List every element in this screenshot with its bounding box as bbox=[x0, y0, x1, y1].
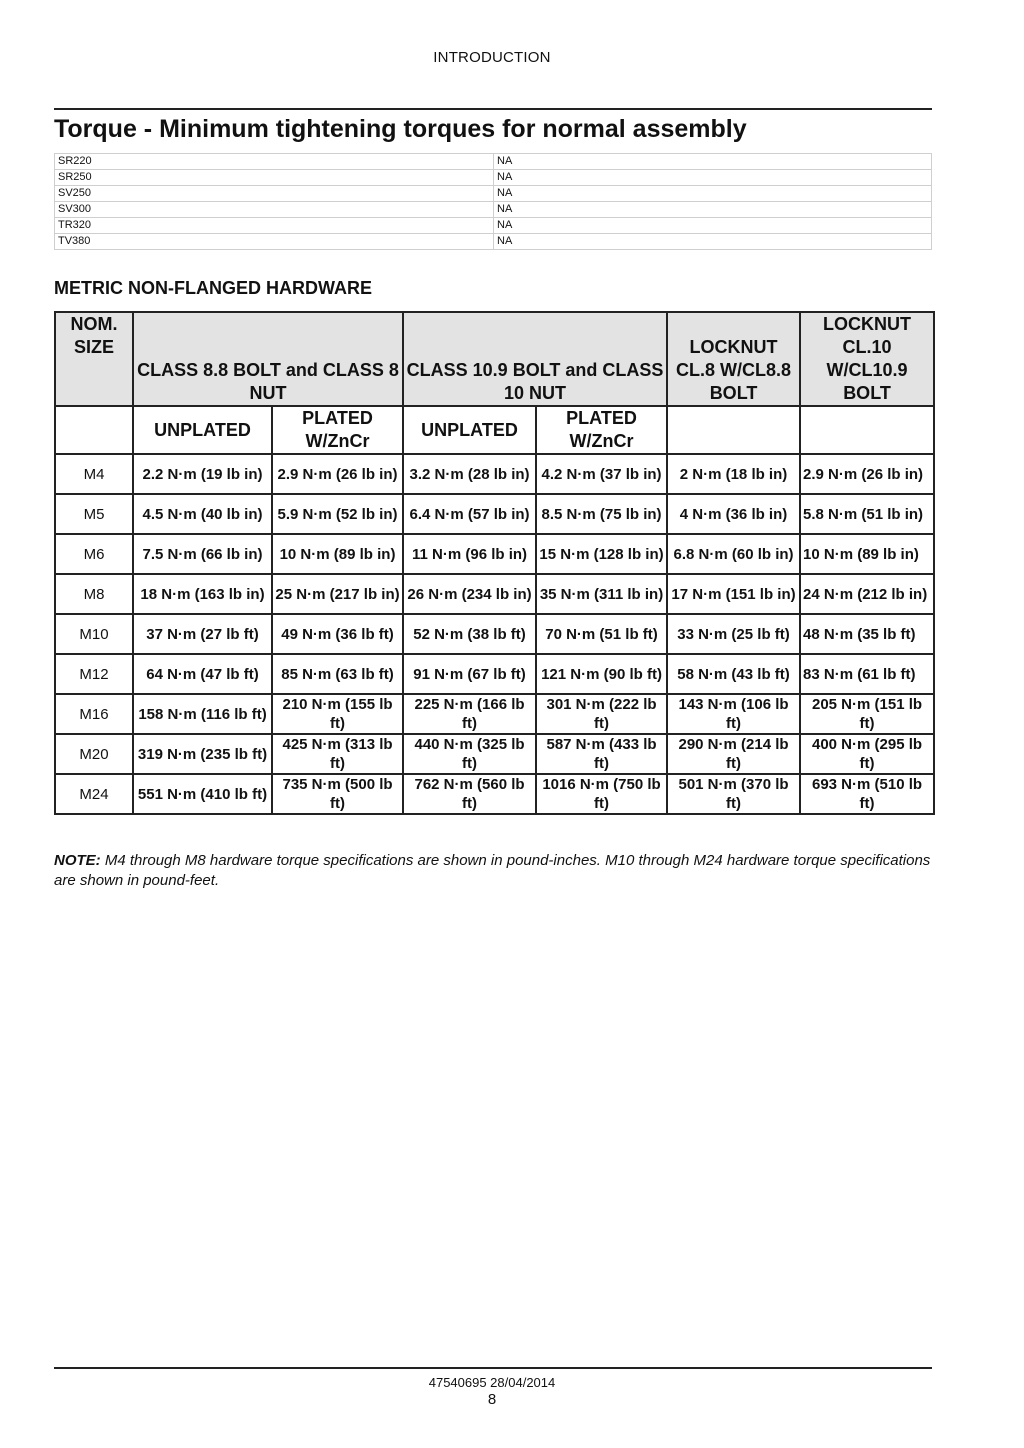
model-value: NA bbox=[494, 234, 932, 250]
cell-class109-plated: 301 N·m (222 lb ft) bbox=[536, 694, 667, 734]
cell-locknut-cl8: 6.8 N·m (60 lb in) bbox=[667, 534, 800, 574]
bottom-rule bbox=[54, 1367, 932, 1369]
model-name: TR320 bbox=[55, 218, 494, 234]
cell-class109-unplated: 52 N·m (38 lb ft) bbox=[403, 614, 536, 654]
cell-locknut-cl10: 693 N·m (510 lb ft) bbox=[800, 774, 934, 814]
model-value: NA bbox=[494, 202, 932, 218]
cell-class88-plated: 85 N·m (63 lb ft) bbox=[272, 654, 403, 694]
cell-locknut-cl10: 205 N·m (151 lb ft) bbox=[800, 694, 934, 734]
model-name: SV250 bbox=[55, 186, 494, 202]
cell-locknut-cl8: 143 N·m (106 lb ft) bbox=[667, 694, 800, 734]
cell-size: M12 bbox=[55, 654, 133, 694]
cell-locknut-cl10: 48 N·m (35 lb ft) bbox=[800, 614, 934, 654]
cell-locknut-cl8: 58 N·m (43 lb ft) bbox=[667, 654, 800, 694]
header-blank bbox=[55, 406, 133, 454]
cell-class88-unplated: 64 N·m (47 lb ft) bbox=[133, 654, 272, 694]
cell-size: M8 bbox=[55, 574, 133, 614]
cell-locknut-cl8: 33 N·m (25 lb ft) bbox=[667, 614, 800, 654]
cell-class109-unplated: 440 N·m (325 lb ft) bbox=[403, 734, 536, 774]
cell-class109-unplated: 26 N·m (234 lb in) bbox=[403, 574, 536, 614]
note-label: NOTE: bbox=[54, 852, 101, 869]
table-row bbox=[55, 654, 934, 694]
header-blank-locknut8 bbox=[667, 406, 800, 454]
header-class-10-9: CLASS 10.9 BOLT and CLASS 10 NUT bbox=[403, 312, 667, 406]
cell-class109-plated: 8.5 N·m (75 lb in) bbox=[536, 494, 667, 534]
cell-class88-unplated: 551 N·m (410 lb ft) bbox=[133, 774, 272, 814]
cell-size: M10 bbox=[55, 614, 133, 654]
cell-locknut-cl8: 290 N·m (214 lb ft) bbox=[667, 734, 800, 774]
torque-table bbox=[54, 311, 935, 815]
table-row bbox=[55, 574, 934, 614]
cell-class109-unplated: 11 N·m (96 lb in) bbox=[403, 534, 536, 574]
cell-locknut-cl8: 501 N·m (370 lb ft) bbox=[667, 774, 800, 814]
running-head: INTRODUCTION bbox=[433, 49, 551, 66]
header-class-8-8: CLASS 8.8 BOLT and CLASS 8 NUT bbox=[133, 312, 403, 406]
table-row bbox=[55, 494, 934, 534]
cell-class88-unplated: 158 N·m (116 lb ft) bbox=[133, 694, 272, 734]
note-text: M4 through M8 hardware torque specifications are shown in pound-inches. M10 through M24 hardware torque specifications are shown in pound-feet. bbox=[54, 852, 931, 889]
table-row bbox=[55, 774, 934, 814]
table-row bbox=[55, 454, 934, 494]
model-applicability-table bbox=[54, 153, 932, 250]
cell-class109-unplated: 91 N·m (67 lb ft) bbox=[403, 654, 536, 694]
header-plated-8-8: PLATED W/ZnCr bbox=[272, 406, 403, 454]
cell-class109-plated: 1016 N·m (750 lb ft) bbox=[536, 774, 667, 814]
model-value: NA bbox=[494, 154, 932, 170]
cell-locknut-cl10: 24 N·m (212 lb in) bbox=[800, 574, 934, 614]
cell-class109-plated: 4.2 N·m (37 lb in) bbox=[536, 454, 667, 494]
cell-class88-unplated: 18 N·m (163 lb in) bbox=[133, 574, 272, 614]
model-name: SR250 bbox=[55, 170, 494, 186]
model-name: SR220 bbox=[55, 154, 494, 170]
model-row bbox=[55, 234, 932, 250]
cell-class109-plated: 70 N·m (51 lb ft) bbox=[536, 614, 667, 654]
cell-locknut-cl10: 83 N·m (61 lb ft) bbox=[800, 654, 934, 694]
cell-class109-unplated: 762 N·m (560 lb ft) bbox=[403, 774, 536, 814]
cell-class88-plated: 25 N·m (217 lb in) bbox=[272, 574, 403, 614]
cell-size: M16 bbox=[55, 694, 133, 734]
header-locknut-cl10: LOCKNUT CL.10 W/CL10.9 BOLT bbox=[800, 312, 934, 406]
cell-class109-plated: 35 N·m (311 lb in) bbox=[536, 574, 667, 614]
table-row bbox=[55, 694, 934, 734]
model-row bbox=[55, 154, 932, 170]
cell-class88-plated: 5.9 N·m (52 lb in) bbox=[272, 494, 403, 534]
model-value: NA bbox=[494, 186, 932, 202]
header-unplated-10-9: UNPLATED bbox=[403, 406, 536, 454]
cell-locknut-cl10: 2.9 N·m (26 lb in) bbox=[800, 454, 934, 494]
cell-class88-plated: 49 N·m (36 lb ft) bbox=[272, 614, 403, 654]
table-row bbox=[55, 614, 934, 654]
cell-size: M24 bbox=[55, 774, 133, 814]
model-name: TV380 bbox=[55, 234, 494, 250]
cell-class88-unplated: 319 N·m (235 lb ft) bbox=[133, 734, 272, 774]
header-nom-size: NOM. SIZE bbox=[55, 312, 133, 406]
cell-size: M5 bbox=[55, 494, 133, 534]
header-plated-10-9: PLATED W/ZnCr bbox=[536, 406, 667, 454]
top-rule bbox=[54, 108, 932, 110]
header-locknut-cl8: LOCKNUT CL.8 W/CL8.8 BOLT bbox=[667, 312, 800, 406]
cell-locknut-cl10: 10 N·m (89 lb in) bbox=[800, 534, 934, 574]
cell-locknut-cl10: 400 N·m (295 lb ft) bbox=[800, 734, 934, 774]
model-name: SV300 bbox=[55, 202, 494, 218]
cell-locknut-cl8: 4 N·m (36 lb in) bbox=[667, 494, 800, 534]
page-number: 8 bbox=[487, 1391, 497, 1408]
cell-class109-unplated: 6.4 N·m (57 lb in) bbox=[403, 494, 536, 534]
cell-size: M6 bbox=[55, 534, 133, 574]
cell-locknut-cl8: 2 N·m (18 lb in) bbox=[667, 454, 800, 494]
cell-class109-plated: 587 N·m (433 lb ft) bbox=[536, 734, 667, 774]
cell-class88-plated: 735 N·m (500 lb ft) bbox=[272, 774, 403, 814]
cell-class88-plated: 10 N·m (89 lb in) bbox=[272, 534, 403, 574]
header-unplated-8-8: UNPLATED bbox=[133, 406, 272, 454]
model-row bbox=[55, 218, 932, 234]
doc-reference: 47540695 28/04/2014 bbox=[428, 1375, 556, 1390]
model-row bbox=[55, 186, 932, 202]
model-value: NA bbox=[494, 170, 932, 186]
cell-size: M20 bbox=[55, 734, 133, 774]
cell-class88-unplated: 37 N·m (27 lb ft) bbox=[133, 614, 272, 654]
note bbox=[54, 851, 934, 891]
cell-class88-unplated: 2.2 N·m (19 lb in) bbox=[133, 454, 272, 494]
cell-locknut-cl8: 17 N·m (151 lb in) bbox=[667, 574, 800, 614]
cell-class88-plated: 210 N·m (155 lb ft) bbox=[272, 694, 403, 734]
cell-class88-unplated: 7.5 N·m (66 lb in) bbox=[133, 534, 272, 574]
header-blank-locknut10 bbox=[800, 406, 934, 454]
model-row bbox=[55, 170, 932, 186]
table-row bbox=[55, 734, 934, 774]
cell-class88-plated: 425 N·m (313 lb ft) bbox=[272, 734, 403, 774]
model-value: NA bbox=[494, 218, 932, 234]
cell-class109-plated: 121 N·m (90 lb ft) bbox=[536, 654, 667, 694]
cell-class109-unplated: 225 N·m (166 lb ft) bbox=[403, 694, 536, 734]
table-row bbox=[55, 534, 934, 574]
cell-class88-plated: 2.9 N·m (26 lb in) bbox=[272, 454, 403, 494]
cell-size: M4 bbox=[55, 454, 133, 494]
cell-class109-plated: 15 N·m (128 lb in) bbox=[536, 534, 667, 574]
cell-class109-unplated: 3.2 N·m (28 lb in) bbox=[403, 454, 536, 494]
cell-class88-unplated: 4.5 N·m (40 lb in) bbox=[133, 494, 272, 534]
section-heading: METRIC NON-FLANGED HARDWARE bbox=[54, 278, 372, 298]
model-row bbox=[55, 202, 932, 218]
cell-locknut-cl10: 5.8 N·m (51 lb in) bbox=[800, 494, 934, 534]
page-title: Torque - Minimum tightening torques for normal assembly bbox=[54, 115, 747, 143]
